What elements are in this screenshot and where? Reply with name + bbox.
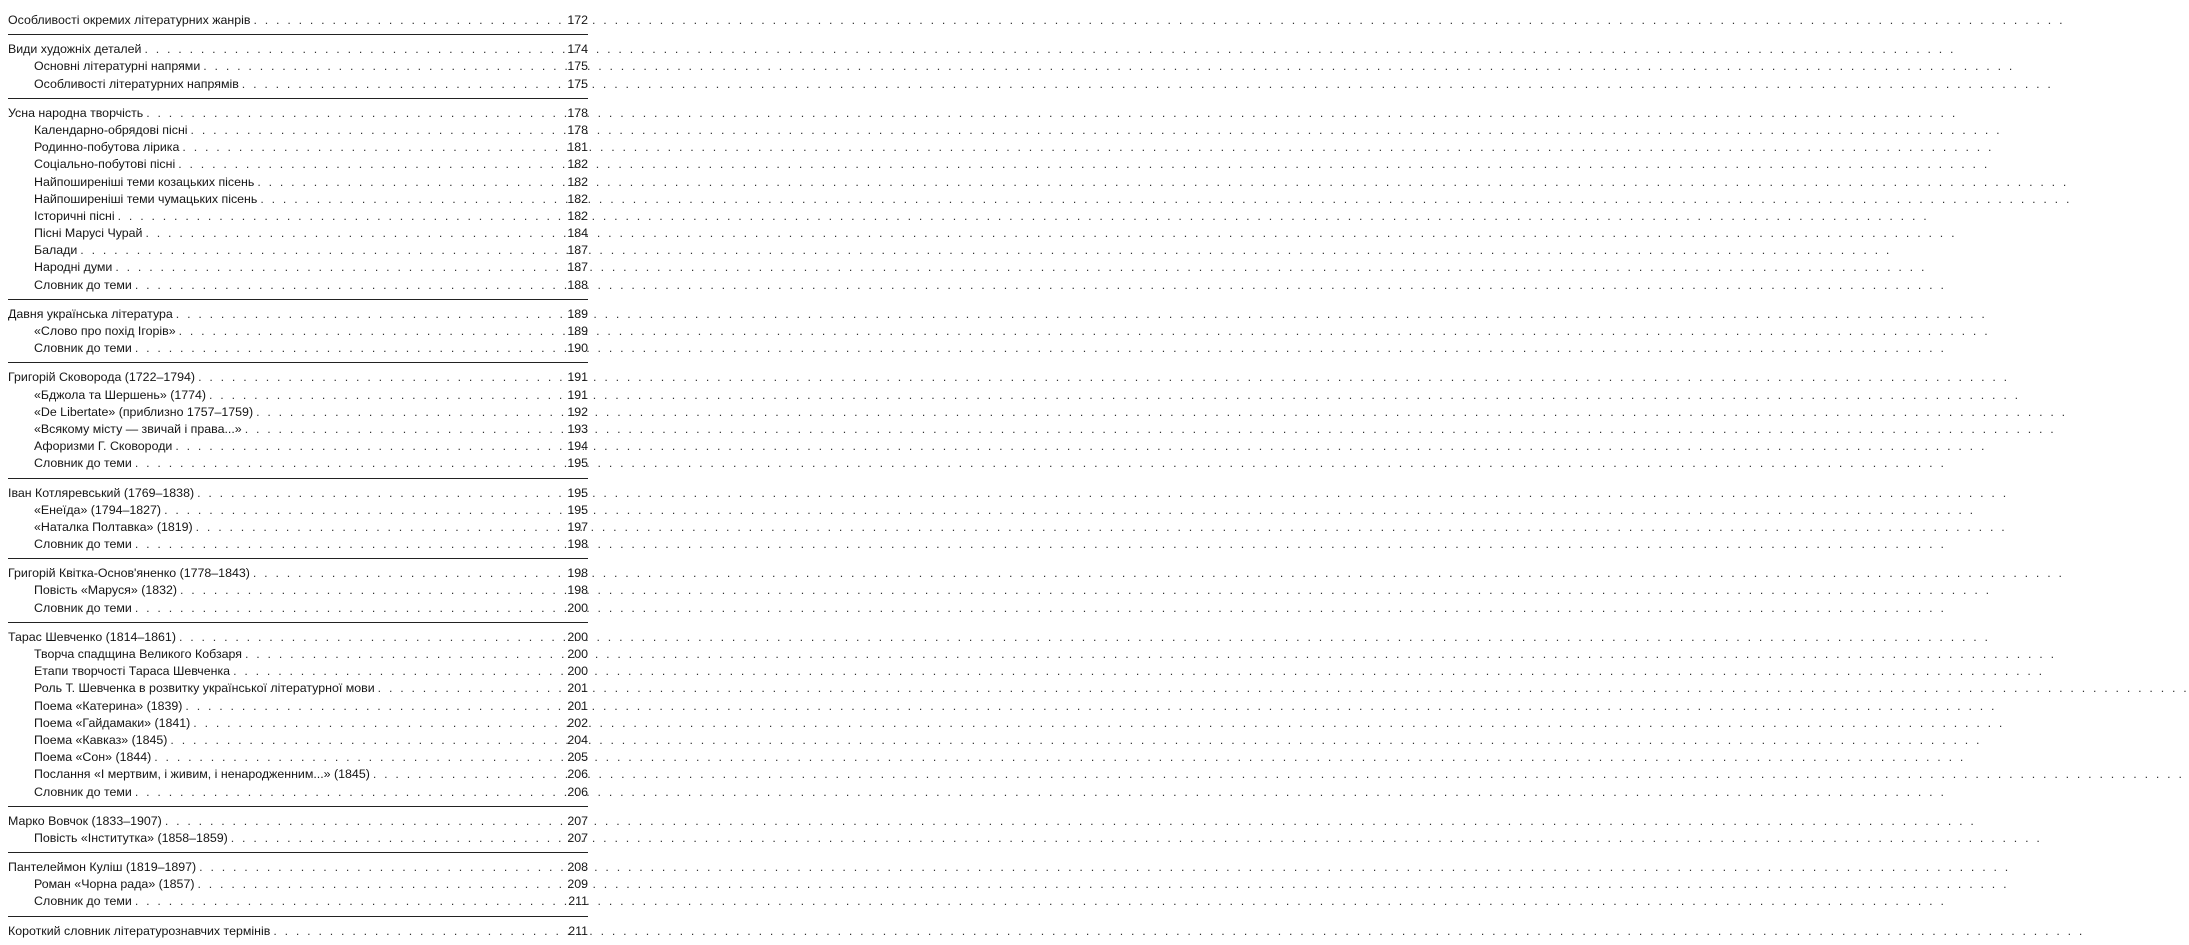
toc-subentry[interactable] [8,600,588,617]
entry-title: Роль Т. Шевченка в розвитку української літературної мови [34,681,375,696]
toc-subentry[interactable] [8,387,588,404]
toc-subentry[interactable] [8,277,588,294]
entry-title: Поема «Катерина» (1839) [34,698,183,713]
page-number: 205 [567,750,588,765]
table-of-contents [0,0,600,945]
dot-leader [197,876,560,893]
page-number: 204 [567,732,588,747]
toc-subentry[interactable] [8,122,588,139]
toc-heading-entry[interactable] [8,105,588,122]
entry-title: Календарно-обрядові пісні [34,122,188,137]
dot-leader [185,698,560,715]
entry-title: Поема «Сон» (1844) [34,750,152,765]
page-number: 200 [567,629,588,644]
page-number: 208 [567,860,588,875]
entry-title: Родинно-побутова лірика [34,140,180,155]
toc-subentry[interactable] [8,340,588,357]
dot-leader [135,600,560,617]
entry-title: Словник до теми [34,784,132,799]
entry-title: Особливості літературних напрямів [34,76,239,91]
toc-section [8,813,588,847]
entry-title: Пантелеймон Куліш (1819–1897) [8,860,197,875]
dot-leader [373,766,560,783]
page-number: 182 [567,191,588,206]
entry-title: Народні думи [34,260,113,275]
toc-subentry[interactable] [8,646,588,663]
page-number: 198 [567,566,588,581]
page-number: 211 [568,894,588,909]
dot-leader [179,323,560,340]
page-number: 206 [567,784,588,799]
toc-subentry[interactable] [8,732,588,749]
page-number: 188 [567,277,588,292]
toc-subentry[interactable] [8,582,588,599]
page-number: 193 [567,421,588,436]
toc-section [8,105,588,294]
page-number: 201 [567,698,588,713]
dot-leader [154,749,560,766]
dot-leader [260,191,560,208]
page-number: 190 [567,341,588,356]
page-number: 191 [567,387,588,402]
entry-title: Словник до теми [34,537,132,552]
toc-subentry[interactable] [8,680,588,697]
page-number: 202 [567,715,588,730]
page-number: 195 [567,485,588,500]
toc-subentry[interactable] [8,830,588,847]
toc-subentry[interactable] [8,502,588,519]
toc-section [8,41,588,93]
entry-title: «De Libertate» (приблизно 1757–1759) [34,404,254,419]
dot-leader [242,76,560,93]
page-number: 191 [567,370,588,385]
entry-title: Григорій Сковорода (1722–1794) [8,370,196,385]
entry-title: Історичні пісні [34,208,115,223]
dot-leader [135,536,560,553]
entry-title: Словник до теми [34,277,132,292]
page-number: 200 [567,664,588,679]
entry-title: Послання «І мертвим, і живим, і ненародженним...» (1845) [34,767,370,782]
toc-subentry[interactable] [8,242,588,259]
entry-title: Пісні Марусі Чурай [34,226,143,241]
entry-title: Роман «Чорна рада» (1857) [34,877,195,892]
page-number: 200 [567,600,588,615]
page-number: 181 [567,140,588,155]
toc-heading-entry[interactable] [8,12,588,29]
entry-title: «Бджола та Шершень» (1774) [34,387,207,402]
dot-leader [144,41,560,58]
page-number: 192 [567,404,588,419]
entry-title: Повість «Маруся» (1832) [34,583,178,598]
dot-leader [193,715,560,732]
dot-leader [253,565,560,582]
toc-subentry[interactable] [8,259,588,276]
toc-heading-entry[interactable] [8,41,588,58]
dot-leader [257,174,560,191]
toc-section [8,369,588,472]
toc-subentry[interactable] [8,876,588,893]
entry-title: «Енеїда» (1794–1827) [34,502,162,517]
dot-leader [198,369,560,386]
toc-section [8,12,588,29]
toc-subentry[interactable] [8,208,588,225]
entry-title: Короткий словник літературознавчих термінів [8,923,271,938]
page-number: 178 [567,105,588,120]
toc-subentry[interactable] [8,438,588,455]
entry-title: Основні літературні напрями [34,59,201,74]
entry-title: Григорій Квітка-Основ'яненко (1778–1843) [8,566,250,581]
toc-subentry[interactable] [8,749,588,766]
dot-leader [245,646,560,663]
entry-title: Марко Вовчок (1833–1907) [8,813,162,828]
toc-subentry[interactable] [8,698,588,715]
toc-subentry[interactable] [8,766,588,783]
entry-title: Поема «Гайдамаки» (1841) [34,715,191,730]
entry-title: Словник до теми [34,600,132,615]
dot-leader [203,58,560,75]
page-number: 194 [567,439,588,454]
dot-leader [145,225,560,242]
dot-leader [180,582,560,599]
entry-title: Словник до теми [34,341,132,356]
page-number: 175 [567,76,588,91]
entry-title: «Слово про похід Ігорів» [34,324,176,338]
toc-heading-entry[interactable] [8,859,588,876]
dot-leader [245,421,560,438]
toc-subentry[interactable] [8,76,588,93]
page-number: 189 [567,324,588,338]
dot-leader [146,105,560,122]
page-number: 187 [567,243,588,258]
page-number: 198 [567,583,588,598]
dot-leader [176,306,560,323]
toc-heading-entry[interactable] [8,813,588,830]
toc-section [8,629,588,801]
dot-leader [175,438,560,455]
page-number: 174 [567,42,588,57]
page-number: 178 [567,122,588,137]
entry-title: Словник до теми [34,456,132,471]
dot-leader [135,893,560,910]
entry-title: Творча спадщина Великого Кобзаря [34,647,242,661]
entry-title: «Всякому місту — звичай і права...» [34,421,242,436]
toc-section [8,859,588,911]
dot-leader [118,208,560,225]
entry-title: Давня українська література [8,306,173,321]
toc-subentry[interactable] [8,536,588,553]
toc-subentry[interactable] [8,455,588,472]
dot-leader [191,122,560,139]
page-number: 175 [567,59,588,74]
dot-leader [196,519,560,536]
toc-heading-entry[interactable] [8,306,588,323]
toc-section [8,565,588,617]
dot-leader [135,277,560,294]
page-number: 200 [567,647,588,661]
page-number: 209 [567,877,588,892]
toc-heading-entry[interactable] [8,923,588,940]
dot-leader [209,387,560,404]
page-number: 172 [567,13,588,27]
dot-leader [182,139,560,156]
entry-title: Повість «Інститутка» (1858–1859) [34,830,228,845]
toc-heading-entry[interactable] [8,629,588,646]
toc-heading-entry[interactable] [8,485,588,502]
page-number: 182 [567,157,588,172]
toc-section [8,306,588,358]
dot-leader [170,732,560,749]
page-number: 184 [567,226,588,241]
page-number: 182 [567,174,588,189]
toc-subentry[interactable] [8,404,588,421]
dot-leader [253,12,560,29]
toc-section [8,923,588,940]
entry-title: Усна народна творчість [8,105,144,120]
entry-title: Словник до теми [34,894,132,909]
dot-leader [164,502,560,519]
page-number: 182 [567,208,588,223]
dot-leader [115,259,560,276]
dot-leader [378,680,560,697]
toc-subentry[interactable] [8,58,588,75]
page-number: 206 [567,767,588,782]
entry-title: Афоризми Г. Сковороди [34,439,173,454]
dot-leader [135,784,560,801]
toc-subentry[interactable] [8,191,588,208]
entry-title: Види художніх деталей [8,42,142,57]
dot-leader [256,404,560,421]
toc-section [8,485,588,554]
entry-title: «Наталка Полтавка» (1819) [34,519,193,534]
dot-leader [135,340,560,357]
dot-leader [135,455,560,472]
dot-leader [80,242,560,259]
entry-title: Тарас Шевченко (1814–1861) [8,629,176,644]
dot-leader [231,830,560,847]
dot-leader [178,156,560,173]
dot-leader [273,923,560,940]
toc-subentry[interactable] [8,519,588,536]
page-number: 197 [567,519,588,534]
entry-title: Іван Котляревський (1769–1838) [8,485,195,500]
toc-heading-entry[interactable] [8,565,588,582]
toc-heading-entry[interactable] [8,369,588,386]
toc-subentry[interactable] [8,715,588,732]
page-number: 195 [567,502,588,517]
page-number: 201 [567,681,588,696]
entry-title: Особливості окремих літературних жанрів [8,13,251,27]
toc-subentry[interactable] [8,421,588,438]
toc-subentry[interactable] [8,323,588,340]
page-number: 207 [567,813,588,828]
page-number: 211 [568,923,588,938]
toc-subentry[interactable] [8,156,588,173]
page-number: 189 [567,306,588,321]
entry-title: Найпоширеніші теми чумацьких пісень [34,191,258,206]
toc-subentry[interactable] [8,663,588,680]
toc-subentry[interactable] [8,139,588,156]
toc-subentry[interactable] [8,784,588,801]
page-number: 195 [567,456,588,471]
entry-title: Соціально-побутові пісні [34,157,176,172]
page-number: 198 [567,537,588,552]
dot-leader [199,859,560,876]
entry-title: Етапи творчості Тараса Шевченка [34,664,231,679]
entry-title: Поема «Кавказ» (1845) [34,732,168,747]
dot-leader [197,485,560,502]
dot-leader [179,629,560,646]
dot-leader [165,813,560,830]
toc-subentry[interactable] [8,174,588,191]
entry-title: Балади [34,243,78,258]
toc-subentry[interactable] [8,893,588,910]
page-number: 207 [567,830,588,845]
page-number: 187 [567,260,588,275]
entry-title: Найпоширеніші теми козацьких пісень [34,174,255,189]
dot-leader [233,663,560,680]
toc-subentry[interactable] [8,225,588,242]
